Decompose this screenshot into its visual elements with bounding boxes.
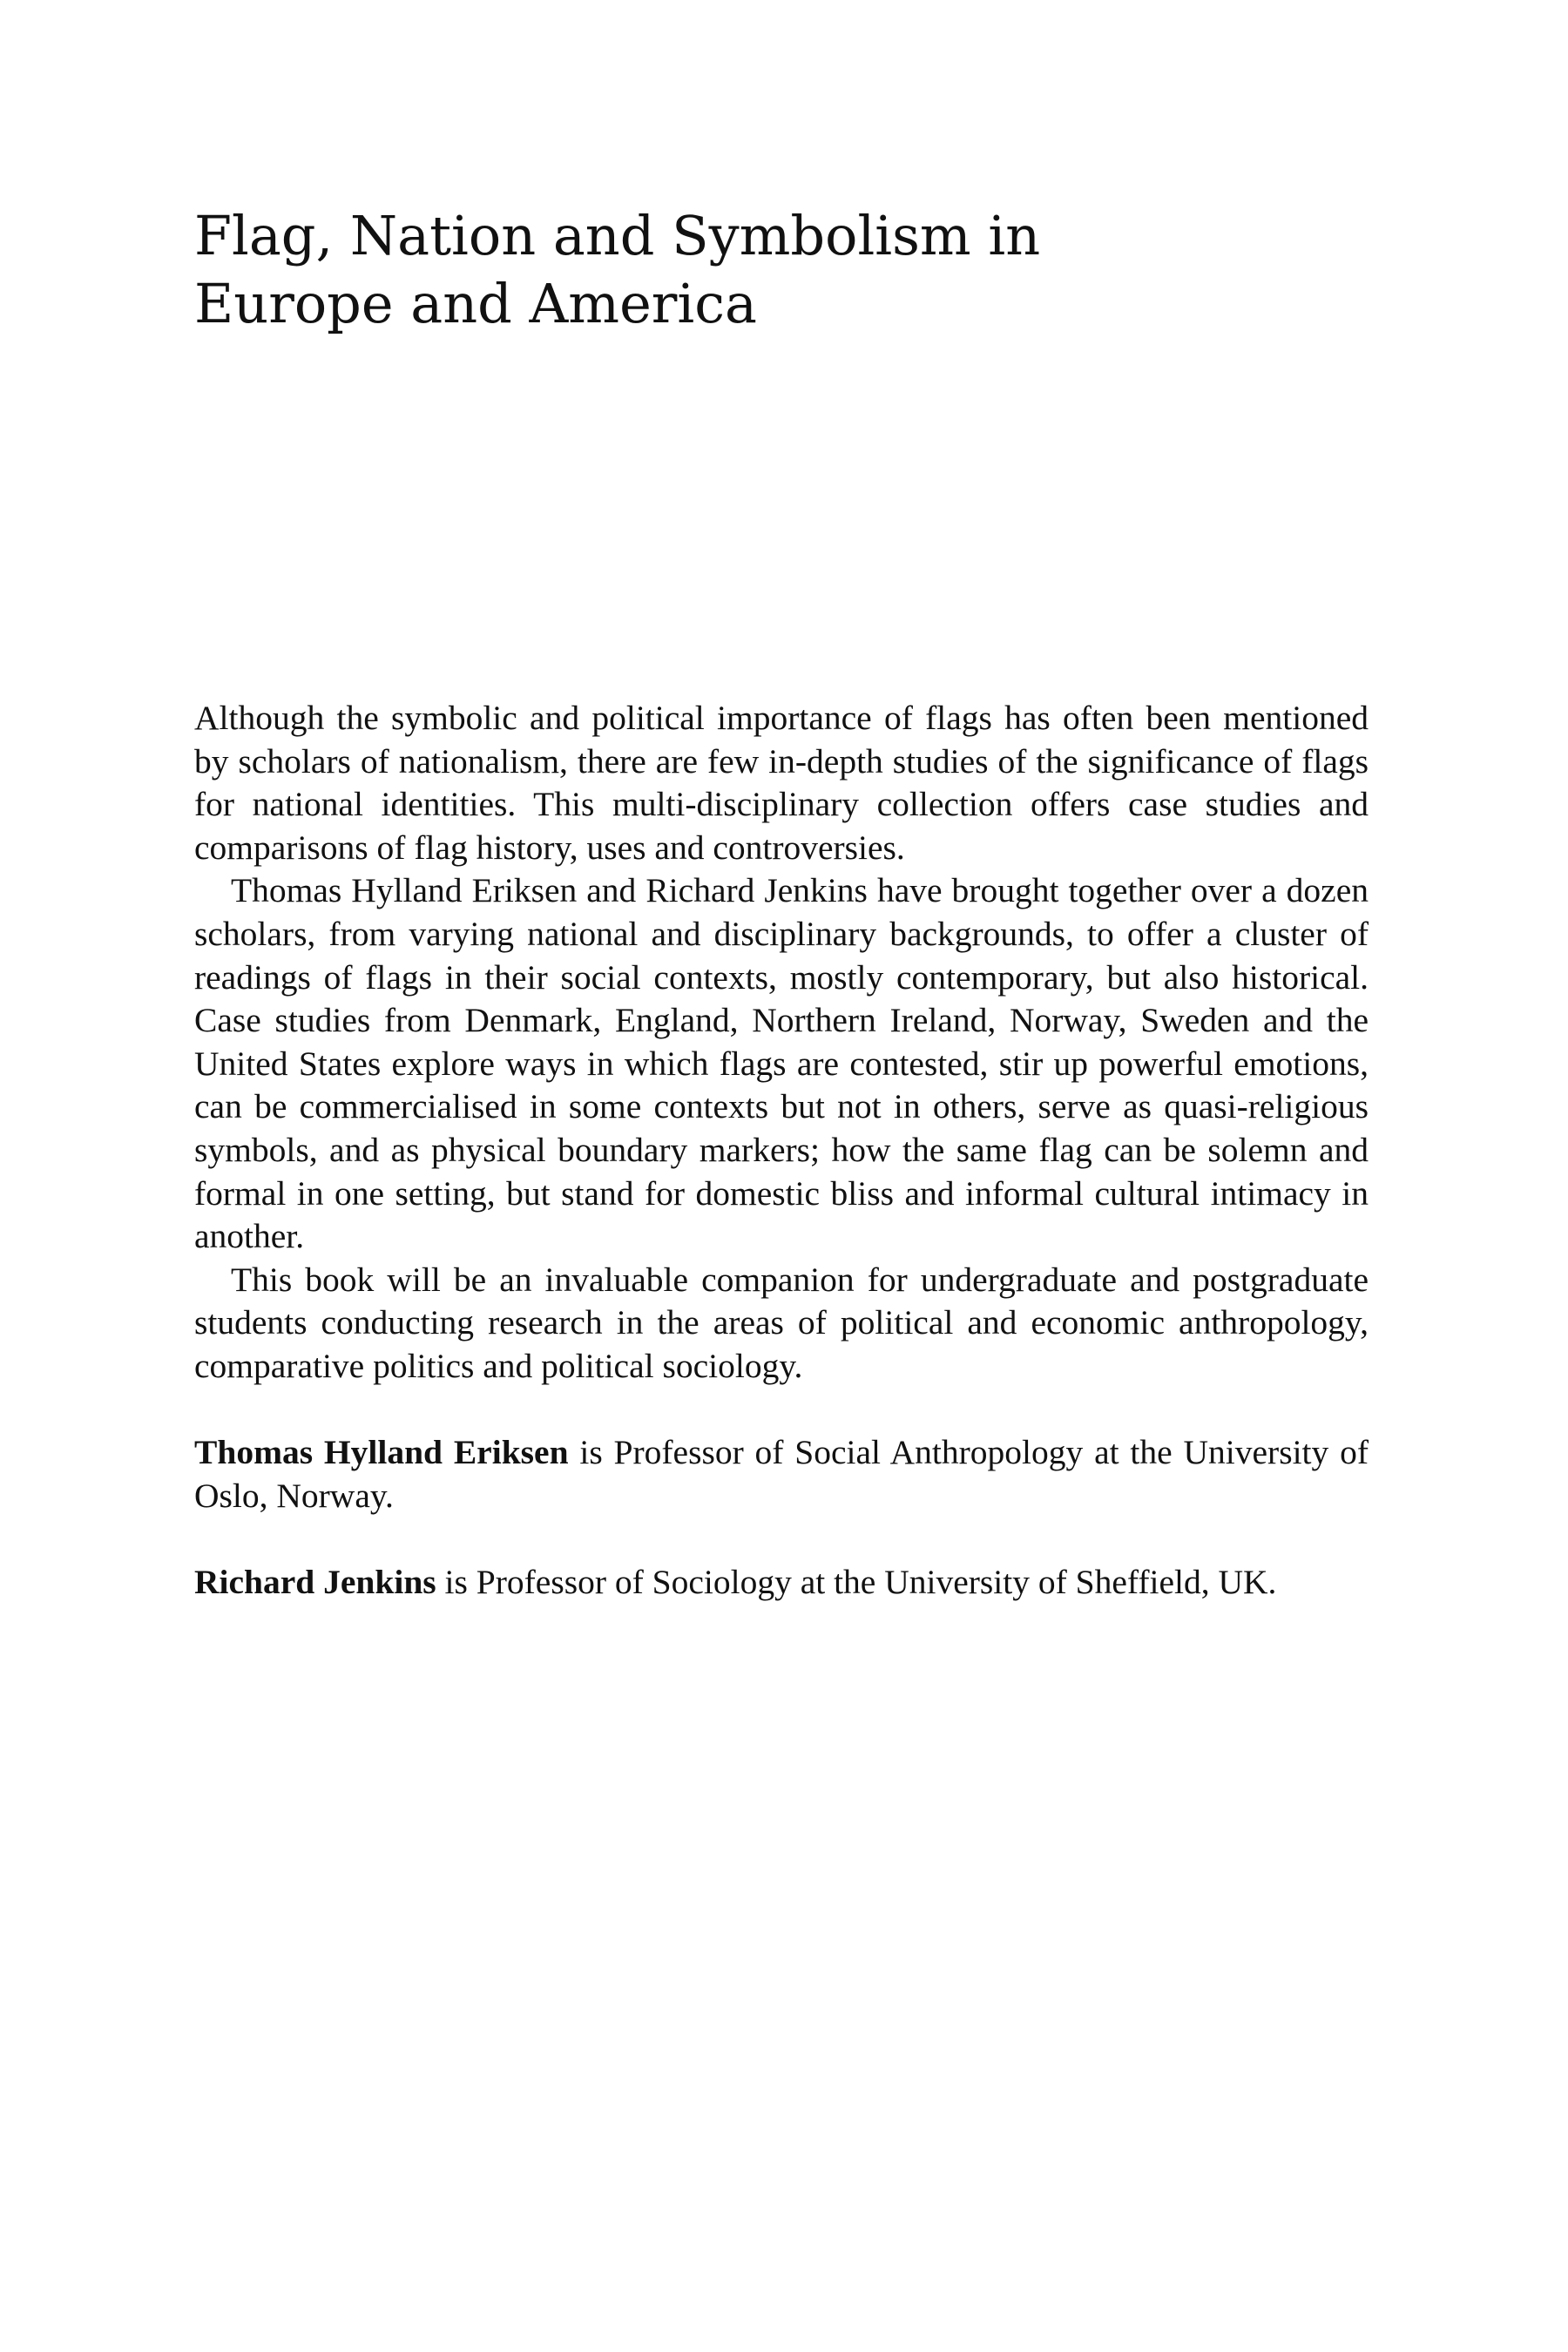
author-bio-jenkins [194,1561,1369,1605]
book-title-line-2: Europe and America [194,272,757,335]
book-title [194,202,1396,338]
author-name-jenkins: Richard Jenkins [194,1562,436,1601]
author-bio-text-eriksen: is Professor of Social Anthropology at the University of Oslo, Norway. [194,1433,1369,1515]
book-title-line-1: Flag, Nation and Symbolism in [194,204,1041,267]
description-paragraph-3: This book will be an invaluable companion for undergraduate and postgraduate students conducting research in the areas of political and economic anthropology, comparative politics and political sociology. [194,1260,1369,1385]
author-name-eriksen: Thomas Hylland Eriksen [194,1433,569,1472]
description-paragraph-2: Thomas Hylland Eriksen and Richard Jenkins have brought together over a dozen scholars, from varying national and disciplinary backgrounds, to offer a cluster of readings of flags in their social contexts, mostly contemporary, but also historical. Case studies from Denmark, England, Northern Ireland, Norway, Sweden and the United States explore ways in which flags are contested, stir up powerful emotions, can be commercialised in some contexts but not in others, serve as quasi-religious symbols, and as physical boundary markers; how the same flag can be solemn and formal in one setting, but stand for domestic bliss and informal cultural intimacy in another. [194,871,1369,1256]
description-paragraph-1: Although the symbolic and political importance of flags has often been mentioned by scholars of nationalism, there are few in-depth studies of the significance of flags for national identities. This multi-disciplinary collection offers case studies and comparisons of flag history, uses and controversies. [194,699,1369,867]
author-bio-text-jenkins: is Professor of Sociology at the University of Sheffield, UK. [436,1562,1277,1601]
book-description [194,697,1369,1604]
author-bio-eriksen [194,1431,1369,1517]
